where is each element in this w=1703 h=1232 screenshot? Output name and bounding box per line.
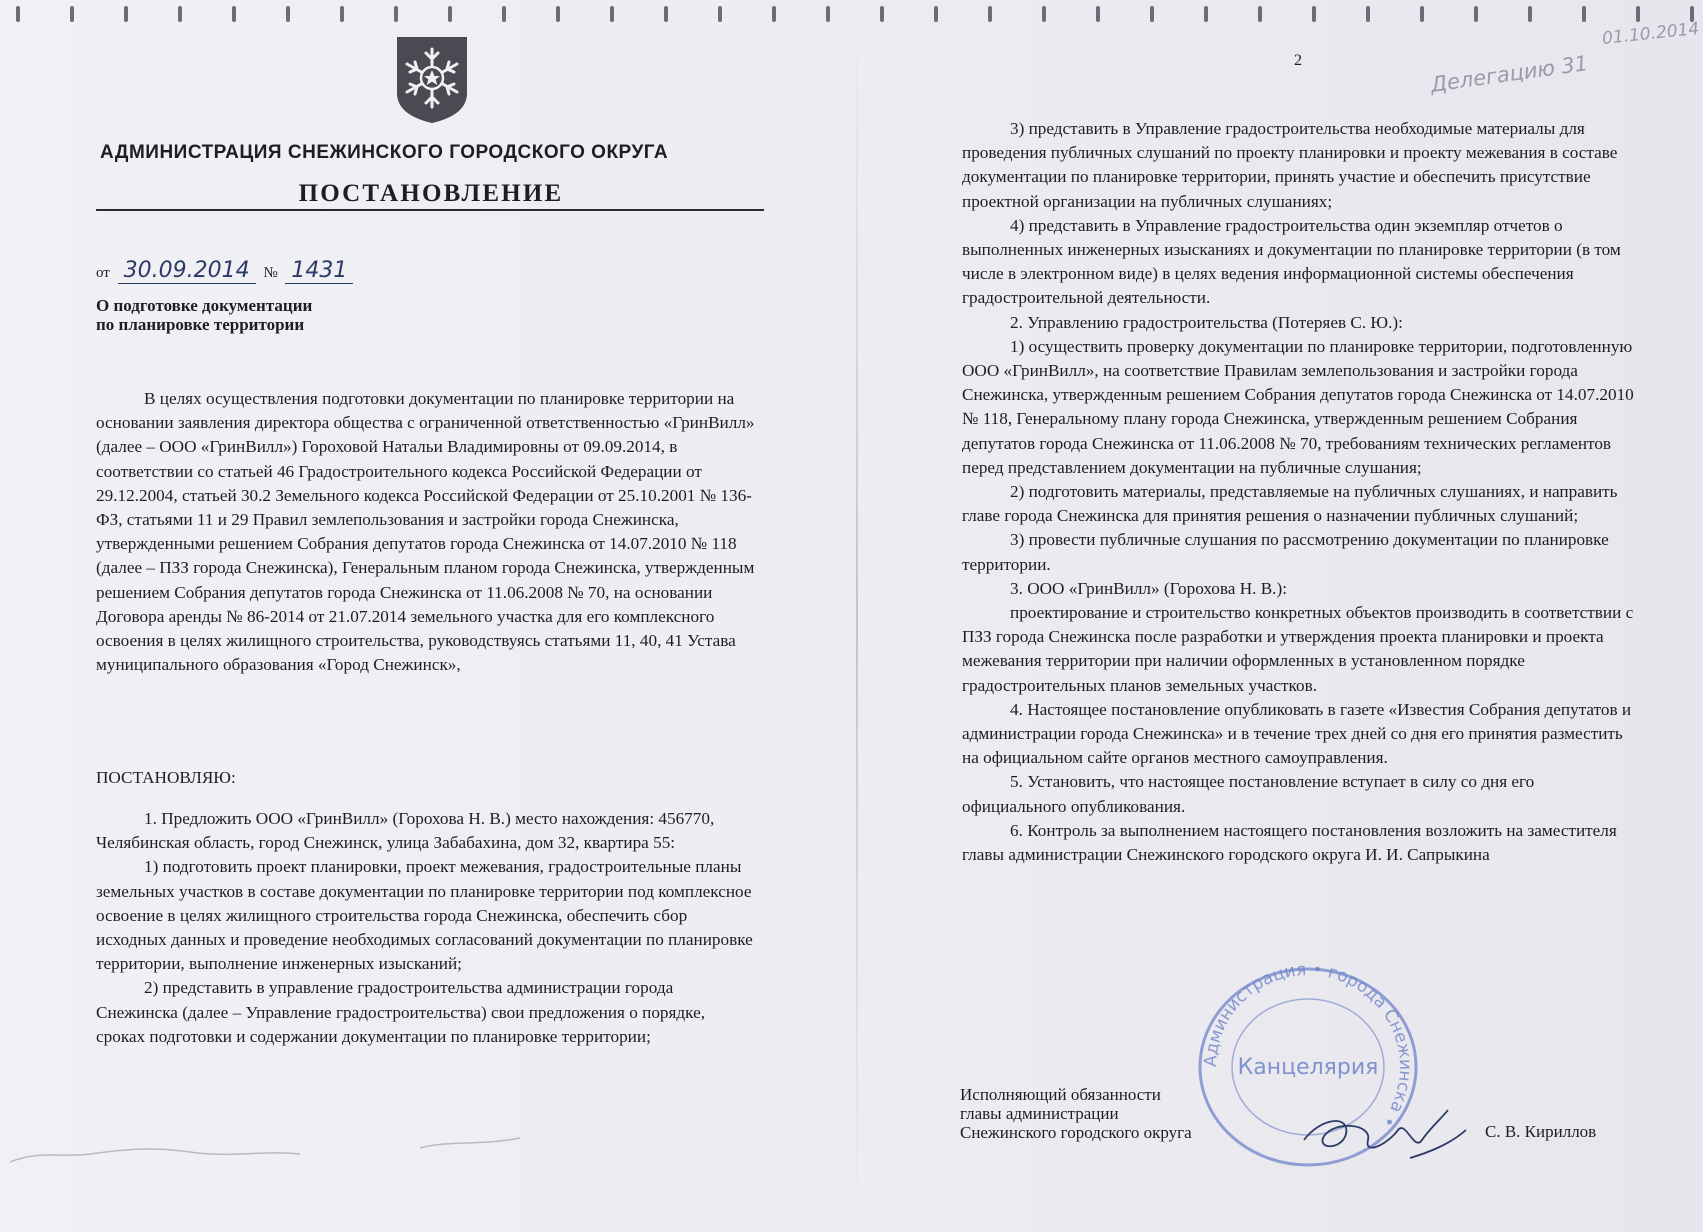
handwritten-date: 30.09.2014: [118, 258, 256, 284]
date-prefix: от: [96, 265, 110, 281]
binder-hole: [988, 6, 992, 22]
binder-hole: [340, 6, 344, 22]
binder-hole: [1258, 6, 1262, 22]
signature-title-2: главы администрации: [960, 1104, 1119, 1123]
binder-hole: [70, 6, 74, 22]
binder-hole: [16, 6, 20, 22]
document-type-heading: ПОСТАНОВЛЕНИЕ: [298, 180, 564, 207]
page-number: 2: [1294, 52, 1302, 69]
resolve-heading: ПОСТАНОВЛЯЮ:: [96, 768, 236, 787]
handwritten-number: 1431: [285, 258, 353, 284]
list-item: 1) подготовить проект планировки, проект межевания, градостроительные планы земельных участков в составе документации по планировке территории под комплексное освоение в целях жилищного строительства города Снежинска, обеспечить сбор исходных данных и проведение необходимых согласований документации по планировке территории, выполнение инженерных изысканий;: [96, 857, 753, 974]
binder-hole: [178, 6, 182, 22]
list-item: проектирование и строительство конкретных объектов производить в соответствии с ПЗЗ города Снежинска после разработки и утверждения проекта планировки и проекта межевания территории при наличии оформленных в установленном порядке градостроительных планов земельных участков.: [962, 603, 1634, 695]
handwritten-corner-note: [1390, 18, 1701, 100]
list-item: 3. ООО «ГринВилл» (Горохова Н. В.):: [1010, 578, 1287, 598]
right-items-list: [962, 117, 1634, 867]
binder-hole: [664, 6, 668, 22]
stamp-ring-text: Администрация • города Снежинска •: [1200, 962, 1416, 1132]
binder-hole: [232, 6, 236, 22]
date-number-line: [96, 258, 357, 283]
page-fold: [856, 20, 858, 1220]
preamble-paragraph: В целях осуществления подготовки документации по планировке территории на основании заявления директора общества с ограниченной ответственностью «ГринВилл» (далее – ООО «ГринВилл») Гороховой Натальи Владимировны от 09.09.2014, в соответствии со статьей 46 Градостроительного кодекса Российской Федерации от 29.12.2004, статьей 30.2 Земельного кодекса Российской Федерации от 25.10.2001 № 136-ФЗ, статьями 11 и 29 Правил землепользования и застройки города Снежинска, утвержденными решением Собрания депутатов города Снежинска от 14.07.2010 № 118 (далее – ПЗЗ города Снежинска), Генеральным планом города Снежинска, утвержденным решением Собрания депутатов города Снежинска от 11.06.2008 № 70, на основании Договора аренды № 86-2014 от 21.07.2014 земельного участка для его комплексного освоения в целях жилищного строительства, руководствуясь статьями 11, 40, 41 Устава муниципального образования «Город Снежинск»,: [96, 389, 755, 675]
subject-line-2: по планировке территории: [96, 315, 305, 334]
binder-hole: [502, 6, 506, 22]
list-item: 4. Настоящее постановление опубликовать в газете «Известия Собрания депутатов и администрации города Снежинска» и в течение трех дней со дня его принятия разместить на официальном сайте органов местного самоуправления.: [962, 699, 1632, 768]
binder-hole: [610, 6, 614, 22]
binder-hole: [448, 6, 452, 22]
binder-hole: [1150, 6, 1154, 22]
binder-hole: [286, 6, 290, 22]
signature-title-1: Исполняющий обязанности: [960, 1085, 1161, 1104]
list-item: 3) представить в Управление градостроительства необходимые материалы для проведения публичных слушаний по проекту планировки и проекту межевания в составе документации по планировке территории, принять участие и обеспечить присутствие проектной организации на публичных слушаниях;: [962, 119, 1618, 211]
binder-hole: [1204, 6, 1208, 22]
list-item: 1) осуществить проверку документации по планировке территории, подготовленную ООО «ГринВилл», на соответствие Правилам землепользования и застройки города Снежинска, утвержденным решением Собрания депутатов города Снежинска от 14.07.2010 № 118, Генеральному плану города Снежинска, утвержденным решением Собрания депутатов города Снежинска от 11.06.2008 № 70, требованиям технических регламентов перед представлением документации на публичные слушания;: [962, 336, 1634, 477]
binder-hole: [394, 6, 398, 22]
snowflake-emblem-icon: [393, 33, 471, 125]
signature-block: [960, 1085, 1192, 1142]
binder-hole: [934, 6, 938, 22]
list-item: 3) провести публичные слушания по рассмотрению документации по планировке территории.: [962, 530, 1609, 574]
binder-hole: [1366, 6, 1370, 22]
subject-line-1: О подготовке документации: [96, 296, 313, 315]
binder-hole: [124, 6, 128, 22]
list-item: 1. Предложить ООО «ГринВилл» (Горохова Н. В.) место нахождения: 456770, Челябинская область, город Снежинск, улица Забабахина, дом 32, квартира 55:: [96, 809, 715, 853]
binder-hole: [826, 6, 830, 22]
list-item: 2. Управлению градостроительства (Потеряев С. Ю.):: [1010, 312, 1403, 332]
binder-hole: [556, 6, 560, 22]
stamp-center-text: Канцелярия: [1237, 1055, 1379, 1080]
binder-hole: [1096, 6, 1100, 22]
pencil-scribble: [0, 1110, 560, 1170]
left-items-list: [96, 807, 758, 1049]
binder-hole: [772, 6, 776, 22]
document-subject: [96, 296, 312, 334]
title-divider: [96, 209, 764, 211]
signatory-name: С. В. Кириллов: [1485, 1122, 1597, 1141]
signature-title-3: Снежинского городского округа: [960, 1123, 1192, 1142]
organization-title: АДМИНИСТРАЦИЯ СНЕЖИНСКОГО ГОРОДСКОГО ОКРУГА: [100, 142, 669, 163]
list-item: 5. Установить, что настоящее постановление вступает в силу со дня его официального опубликования.: [962, 772, 1535, 816]
binder-hole: [1312, 6, 1316, 22]
list-item: 4) представить в Управление градостроительства один экземпляр отчетов о выполненных инженерных изысканиях и документации по планировке территории (в том числе в электронном виде) в целях ведения информационной системы обеспечения градостроительной деятельности.: [962, 215, 1621, 308]
list-item: 2) представить в управление градостроительства администрации города Снежинска (далее – Управление градостроительства) свои предложения о порядке, сроках подготовки и содержании документации по планировке территории;: [96, 978, 706, 1046]
handwritten-signature: [1290, 1100, 1470, 1180]
preamble-text: [96, 387, 758, 677]
binder-hole: [718, 6, 722, 22]
binder-hole: [1042, 6, 1046, 22]
corner-note-line-1: 01.10.2014: [1601, 18, 1701, 50]
number-prefix: №: [263, 265, 278, 281]
list-item: 6. Контроль за выполнением настоящего постановления возложить на заместителя главы администрации Снежинского городского округа И. И. Сапрыкина: [962, 820, 1617, 865]
binder-hole: [880, 6, 884, 22]
list-item: 2) подготовить материалы, представляемые на публичных слушаниях, и направить главе города Снежинска для принятия решения о назначении публичных слушаний;: [962, 482, 1618, 526]
corner-note-line-2: Делегацию 31: [1429, 51, 1590, 97]
